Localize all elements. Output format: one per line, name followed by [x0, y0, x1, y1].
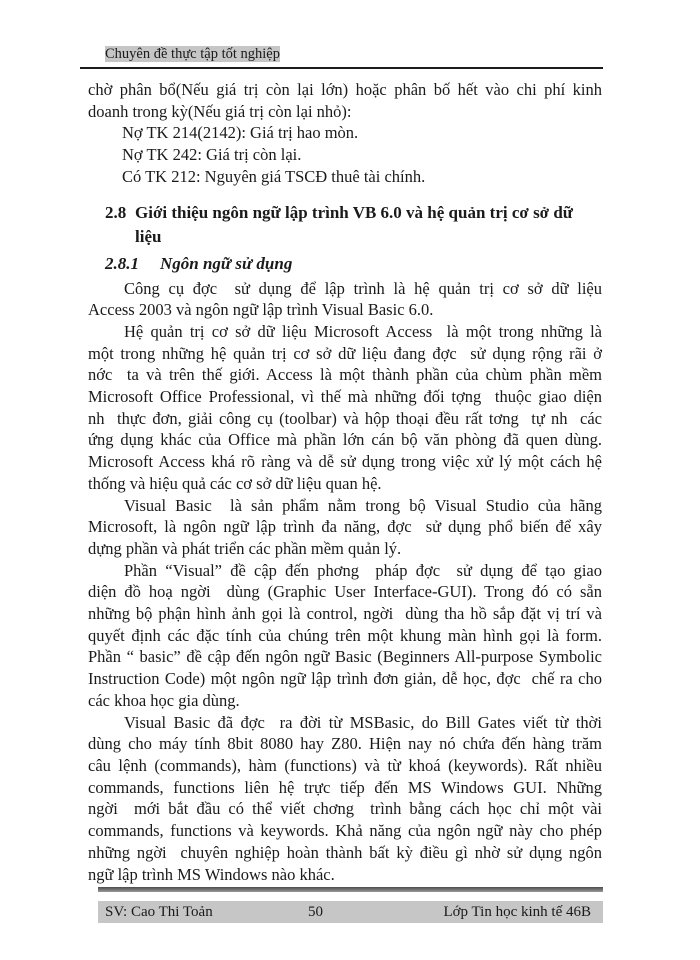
text-line: thống và hiệu quả các cơ sở dữ liệu quan hệ.	[88, 473, 382, 493]
text-line: Nợ TK 214(2142): Giá trị hao mòn.	[122, 123, 359, 143]
text-line: dùng cho máy tính 8bit 8080 hay Z80. Hiện nay nó chứa đến hàng trăm	[88, 734, 602, 754]
subsection-heading	[105, 252, 602, 276]
heading-text: Ngôn ngữ sử dụng	[160, 253, 293, 273]
text-line: ngữ lập trình MS Windows nào khác.	[88, 864, 335, 884]
text-line: Microsoft, là ngôn ngữ lập trình đa năng, đợc sử dụng phổ biến để xây	[88, 517, 602, 537]
page-footer	[80, 887, 603, 923]
text-line: Instruction Code) một ngôn ngữ lập trình đơn giản, dễ học, đợc chế ra cho	[88, 669, 602, 689]
footer-rule	[98, 887, 603, 892]
heading-text: Giới thiệu ngôn ngữ lập trình VB 6.0 và hệ quản trị cơ sở dữ liệu	[135, 202, 573, 246]
text-line: ngời mới bắt đầu có thể viết chơng trình bằng cách học chỉ một vài	[88, 799, 602, 819]
text-line: Công cụ đợc sử dụng để lập trình là hệ quản trị cơ sở dữ liệu	[124, 278, 602, 298]
heading-number: 2.8	[105, 202, 127, 222]
footer-author: SV: Cao Thi Toản	[105, 904, 213, 920]
text-line: một trong những hệ quản trị cơ sở dữ liệu đang đợc sử dụng rộng rãi ở	[88, 343, 602, 363]
text-line: commands, functions liên hệ trực tiếp đến MS Windows GUI. Những	[88, 777, 602, 797]
text-line: dựng phần và phát triển các phần mềm quản lý.	[88, 538, 402, 558]
header-title: Chuyên đề thực tập tốt nghiệp	[105, 46, 280, 62]
text-line: Visual Basic là sản phẩm nằm trong bộ Visual Studio của hãng	[124, 495, 602, 515]
document-body	[88, 79, 602, 885]
text-line: Hệ quản trị cơ sở dữ liệu Microsoft Access là một trong những là	[124, 321, 602, 341]
page-header	[80, 46, 603, 69]
text-line: những ngời chuyên nghiệp hoàn thành bất kỳ điều gì nhờ sử dụng ngôn	[88, 842, 602, 862]
text-line: Phần “Visual” đề cập đến phơng pháp đợc sử dụng để tạo giao	[124, 560, 602, 580]
footer-page-number: 50	[308, 904, 323, 920]
text-line: Microsoft Access khá rõ ràng và dễ sử dụng trong việc xử lý một cách hệ	[88, 452, 602, 472]
text-line: Microsoft Office Professional, vì thế mà những đối tợng thuộc giao diện	[88, 387, 602, 407]
section-heading	[105, 201, 602, 249]
text-line: câu lệnh (commands), hàm (functions) và từ khoá (keywords). Rất nhiều	[88, 755, 602, 775]
text-line: quyết định các đặc tính của chúng trên một khung màn hình gọi là form.	[88, 625, 602, 645]
text-line: Visual Basic đã đợc ra đời từ MSBasic, do Bill Gates viết từ thời	[124, 712, 602, 732]
text-line: chờ phân bổ(Nếu giá trị còn lại lớn) hoặc phân bố hết vào chi phí kinh	[88, 80, 602, 99]
text-line: Phần “ basic” đề cập đến ngôn ngữ Basic (Beginners All-purpose Symbolic	[88, 647, 602, 667]
text-line: Có TK 212: Nguyên giá TSCĐ thuê tài chính.	[122, 166, 426, 186]
text-line: diện đồ hoạ ngời dùng (Graphic User Interface-GUI). Trong đó có sẵn	[88, 582, 602, 602]
heading-number: 2.8.1	[105, 253, 139, 273]
footer-class: Lớp Tin học kinh tế 46B	[443, 904, 591, 920]
text-line: nh thực đơn, giải công cụ (toolbar) và hộp thoại đều rất tơng tự nh các	[88, 408, 602, 428]
text-line: ứng dụng khác của Office mà phần lớn cán bộ văn phòng đã quen dùng.	[88, 430, 602, 450]
footer-band	[98, 901, 603, 923]
text-line: nớc ta và trên thế giới. Access là một thành phần của chùm phần mềm	[88, 365, 602, 385]
text-line: những bộ phận hình ảnh gọi là control, ngời dùng tha hồ sắp đặt vị trí và	[88, 604, 602, 624]
text-line: Access 2003 và ngôn ngữ lập trình Visual Basic 6.0.	[88, 300, 434, 320]
text-line: doanh trong kỳ(Nếu giá trị còn lại nhỏ):	[88, 101, 352, 121]
text-line: Nợ TK 242: Giá trị còn lại.	[122, 145, 302, 165]
text-line: các khoa học gia dùng.	[88, 690, 240, 710]
text-line: commands, functions và keywords. Khả năng của ngôn ngữ này cho phép	[88, 821, 602, 841]
